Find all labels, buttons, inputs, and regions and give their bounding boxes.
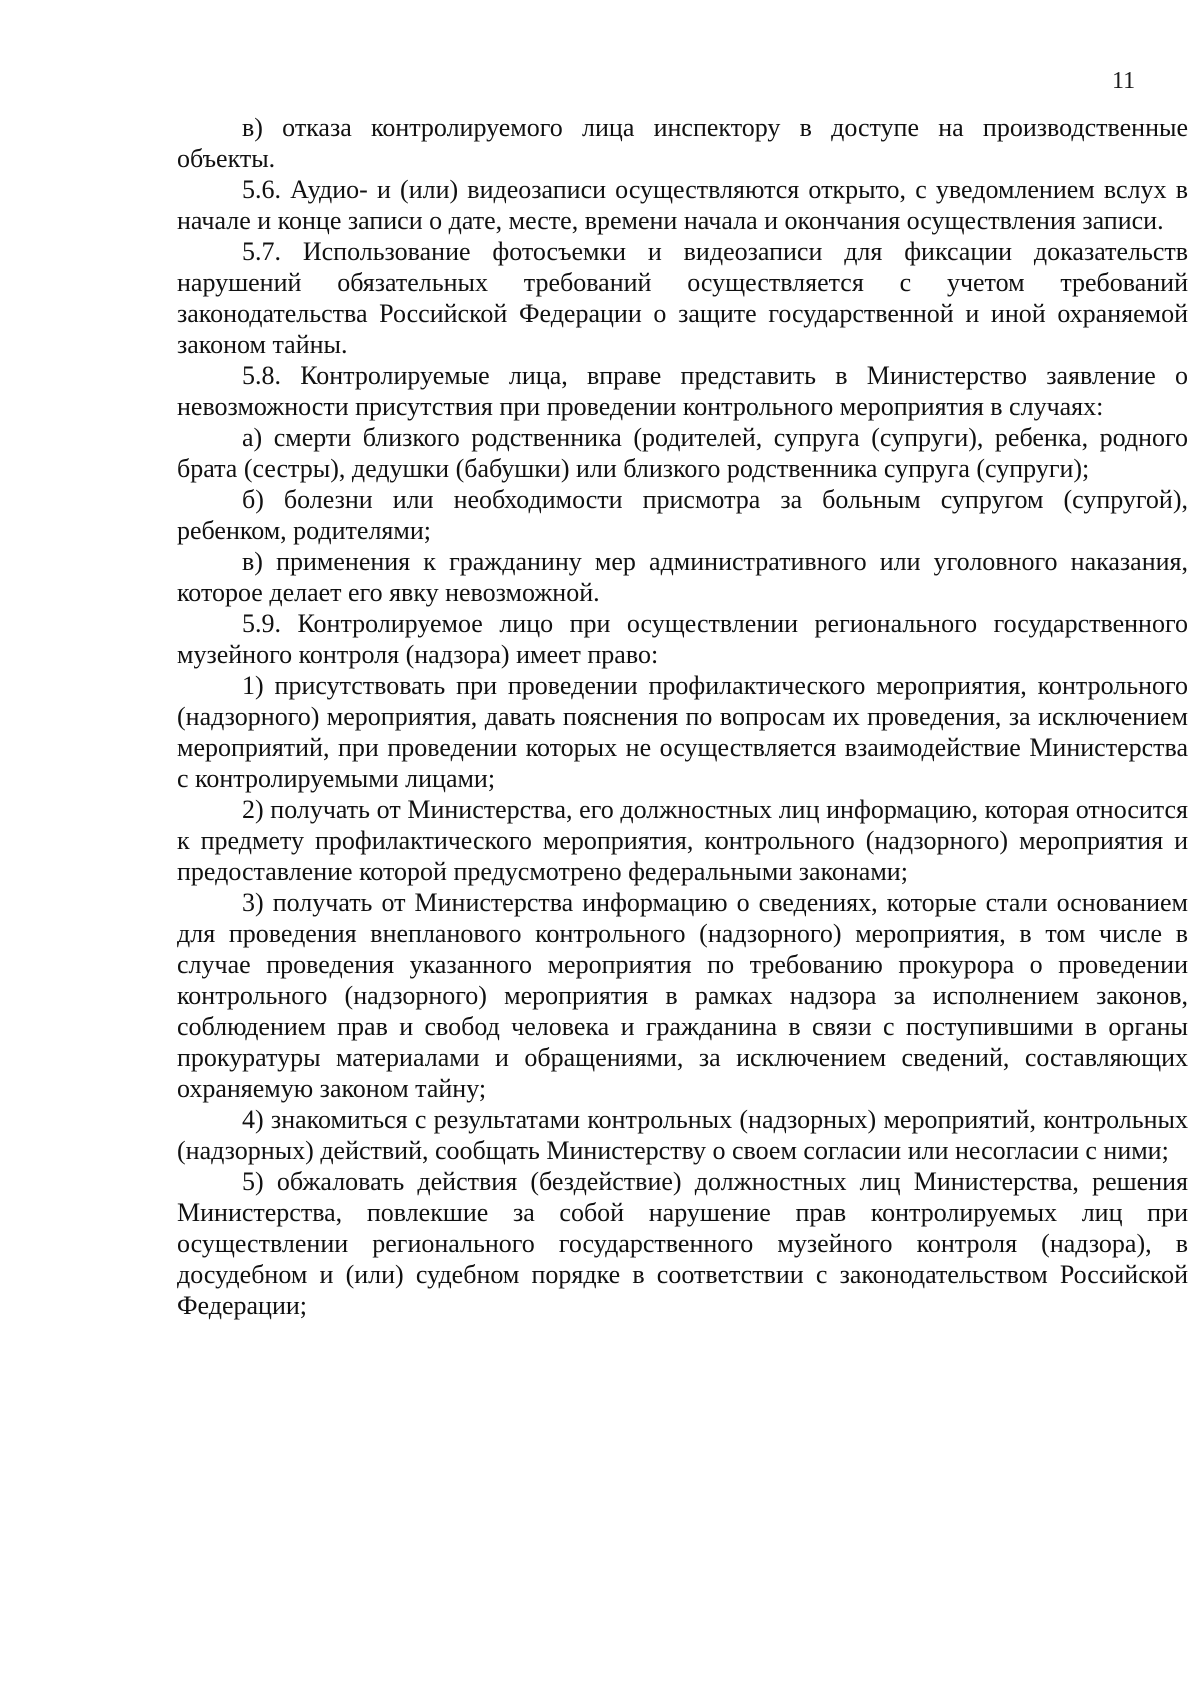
paragraph-5-9: 5.9. Контролируемое лицо при осуществлении регионального государственного музейного контроля (надзора) имеет право: bbox=[177, 609, 1188, 669]
document-body bbox=[177, 112, 1188, 1321]
paragraph-5-7: 5.7. Использование фотосъемки и видеозаписи для фиксации доказательств нарушений обязательных требований осуществляется с учетом требований законодательства Российской Федерации о защите государственной и иной охраняемой законом тайны. bbox=[177, 237, 1188, 359]
paragraph-item-v-punishment: в) применения к гражданину мер административного или уголовного наказания, которое делает его явку невозможной. bbox=[177, 547, 1188, 607]
page-number: 11 bbox=[1112, 68, 1136, 94]
paragraph-5-6: 5.6. Аудио- и (или) видеозаписи осуществляются открыто, с уведомлением вслух в начале и конце записи о дате, месте, времени начала и окончания осуществления записи. bbox=[177, 175, 1188, 235]
paragraph-right-4: 4) знакомиться с результатами контрольных (надзорных) мероприятий, контрольных (надзорных) действий, сообщать Министерству о своем согласии или несогласии с ними; bbox=[177, 1105, 1188, 1165]
paragraph-item-a-death: а) смерти близкого родственника (родителей, супруга (супруги), ребенка, родного брата (сестры), дедушки (бабушки) или близкого родственника супруга (супруги); bbox=[177, 423, 1188, 483]
paragraph-right-3: 3) получать от Министерства информацию о сведениях, которые стали основанием для проведения внепланового контрольного (надзорного) мероприятия, в том числе в случае проведения указанного мероприятия по требованию прокурора о проведении контрольного (надзорного) мероприятия в рамках надзора за исполнением законов, соблюдением прав и свобод человека и гражданина в связи с поступившими в органы прокуратуры материалами и обращениями, за исключением сведений, составляющих охраняемую законом тайну; bbox=[177, 888, 1188, 1103]
paragraph-right-5: 5) обжаловать действия (бездействие) должностных лиц Министерства, решения Министерства, повлекшие за собой нарушение прав контролируемых лиц при осуществлении регионального государственного музейного контроля (надзора), в досудебном и (или) судебном порядке в соответствии с законодательством Российской Федерации; bbox=[177, 1167, 1188, 1320]
paragraph-right-1: 1) присутствовать при проведении профилактического мероприятия, контрольного (надзорного) мероприятия, давать пояснения по вопросам их проведения, за исключением мероприятий, при проведении которых не осуществляется взаимодействие Министерства с контролируемыми лицами; bbox=[177, 671, 1188, 793]
paragraph-right-2: 2) получать от Министерства, его должностных лиц информацию, которая относится к предмету профилактического мероприятия, контрольного (надзорного) мероприятия и предоставление которой предусмотрено федеральными законами; bbox=[177, 795, 1188, 886]
paragraph-refusal-access: в) отказа контролируемого лица инспектору в доступе на производственные объекты. bbox=[177, 113, 1188, 173]
paragraph-item-b-illness: б) болезни или необходимости присмотра за больным супругом (супругой), ребенком, родителями; bbox=[177, 485, 1188, 545]
paragraph-5-8: 5.8. Контролируемые лица, вправе представить в Министерство заявление о невозможности присутствия при проведении контрольного мероприятия в случаях: bbox=[177, 361, 1188, 421]
